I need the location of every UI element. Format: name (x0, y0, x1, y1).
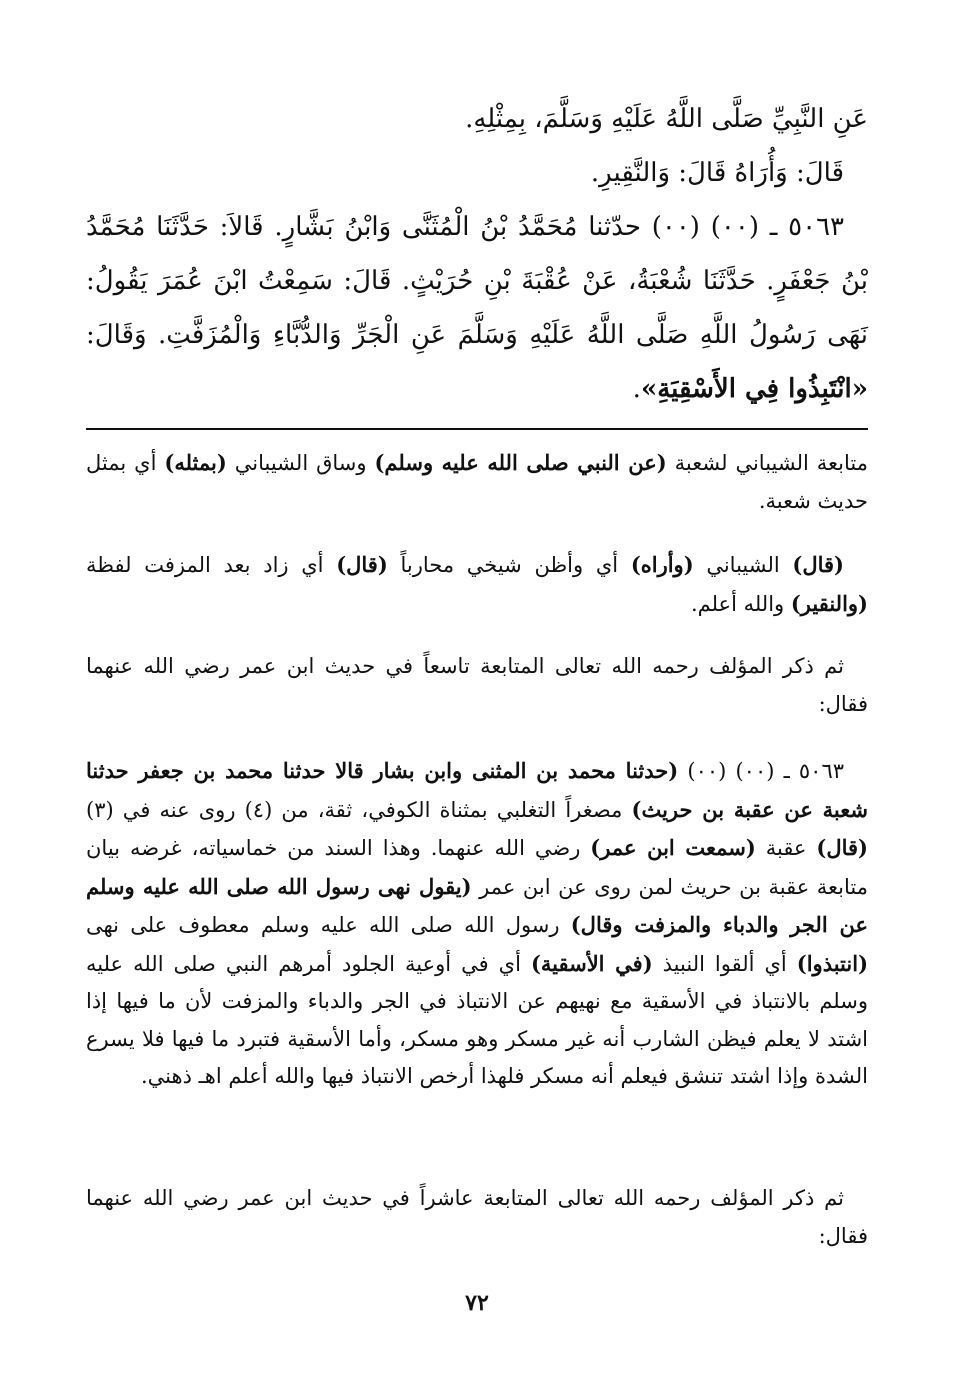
commentary-paragraph-4 (86, 752, 868, 1096)
commentary-bold: (قال) (792, 552, 844, 577)
commentary-bold: (انتبذوا) (796, 950, 869, 976)
commentary-paragraph-3: ثم ذكر المؤلف رحمه الله تعالى المتابعة تاسعاً في حديث ابن عمر رضي الله عنهما فقال: (86, 654, 868, 716)
commentary-text: أي زاد بعد المزفت لفظة (86, 553, 337, 577)
commentary-text: عقبة (755, 836, 817, 860)
commentary-text: مصغراً التغلبي بمثناة الكوفي، ثقة، من (٤) روى عنه في (٣) (86, 797, 632, 822)
commentary-text: والله أعلم. (690, 591, 791, 616)
commentary-text: أي وأظن شيخي محارباً (387, 553, 631, 577)
commentary-text: متابعة الشيباني لشعبة (666, 451, 868, 475)
hadith-line-2: قَالَ: وَأُرَاهُ قَالَ: وَالنَّقِيرِ. (590, 158, 844, 188)
commentary-bold: (والنقير) (790, 590, 868, 616)
commentary-bold: (سمعت ابن عمر) (590, 835, 756, 860)
commentary-paragraph-1 (86, 444, 868, 520)
commentary-text: أي بمثل حديث شعبة. (86, 451, 868, 513)
commentary-block-5 (86, 1180, 868, 1255)
page-number: ٧٢ (465, 1290, 489, 1316)
commentary-bold: (عن النبي صلى الله عليه وسلم) (374, 450, 667, 475)
commentary-bold: (بمثله) (164, 450, 227, 475)
hadith-line-1: عَنِ النَّبِيِّ صَلَّى اللَّهُ عَلَيْهِ وَسَلَّمَ، بِمِثْلِهِ. (465, 104, 868, 134)
commentary-text: وساق الشيباني (226, 451, 375, 475)
commentary-bold: (حدثنا محمد بن المثنى وابن بشار قالا حدثنا محمد بن جعفر حدثنا شعبة عن عقبة بن حريث) (86, 758, 868, 822)
commentary-bold: (يقول نهى رسول الله صلى الله عليه وسلم عن الجر والدباء والمزفت وقال) (86, 873, 869, 937)
hadith-5063-end: . (632, 374, 641, 404)
commentary-block-3 (86, 648, 868, 723)
commentary-paragraph-5: ثم ذكر المؤلف رحمه الله تعالى المتابعة عاشراً في حديث ابن عمر رضي الله عنهما فقال: (86, 1186, 868, 1248)
commentary-bold: (قال) (816, 835, 868, 860)
commentary-bold: (في الأسقية) (530, 950, 653, 976)
hadith-5063-bold-quote: «انْتَبِذُوا فِي الأَسْقِيَةِ» (640, 374, 868, 404)
hadith-5063 (86, 200, 868, 416)
commentary-text: ٥٠٦٣ ـ (٠٠) (٠٠) (678, 759, 845, 783)
commentary-bold: (وأراه) (630, 552, 694, 577)
commentary-paragraph-2 (86, 546, 868, 623)
commentary-text: أي في أوعية الجلود أمرهم النبي صلى الله عليه وسلم بالانتباذ في الأسقية مع نهيهم عن الانتباذ في الجر والدباء والمزفت لأن ما فيها إذا اشتد لا يعلم فيظن الشارب أنه غير مسكر وهو مسكر، وأما الأسقية فتبرد ما فيها فلا يسرع الشدة وإذا اشتد تنشق فيعلم أنه مسكر فلهذا أرخص الانتباذ فيها والله أعلم اهـ ذهني. (86, 951, 868, 1088)
commentary-block-2 (86, 546, 868, 623)
commentary-text: رضي الله عنهما. وهذا السند من خماسياته، غرضه بيان متابعة عقبة بن حريث لمن روى عن ابن عمر (86, 836, 869, 899)
commentary-block-1 (86, 444, 868, 520)
commentary-text: الشيباني (693, 553, 793, 577)
footnote-divider (86, 428, 868, 430)
hadith-5063-text: ٥٠٦٣ ـ (٠٠) (٠٠) حدّثنا مُحَمَّدُ بْنُ الْمُثَنَّى وَابْنُ بَشَّارٍ. قَالاَ: حَدَّثَنَا مُحَمَّدُ بْنُ جَعْفَرٍ. حَدَّثَنَا شُعْبَةُ، عَنْ عُقْبَةَ بْنِ حُرَيْثٍ. قَالَ: سَمِعْتُ ابْنَ عُمَرَ يَقُولُ: نَهَى رَسُولُ اللَّهِ صَلَّى اللَّهُ عَلَيْهِ وَسَلَّمَ عَنِ الْجَرِّ وَالدُّبَّاءِ وَالْمُزَفَّتِ. وَقَالَ: (86, 212, 868, 350)
commentary-block-4 (86, 752, 868, 1096)
commentary-text: أي ألقوا النبيذ (652, 951, 797, 976)
commentary-bold: (قال) (336, 552, 388, 577)
commentary-text: رسول الله صلى الله عليه وسلم معطوف على نهى (86, 913, 571, 937)
hadith-text-block (86, 92, 868, 416)
